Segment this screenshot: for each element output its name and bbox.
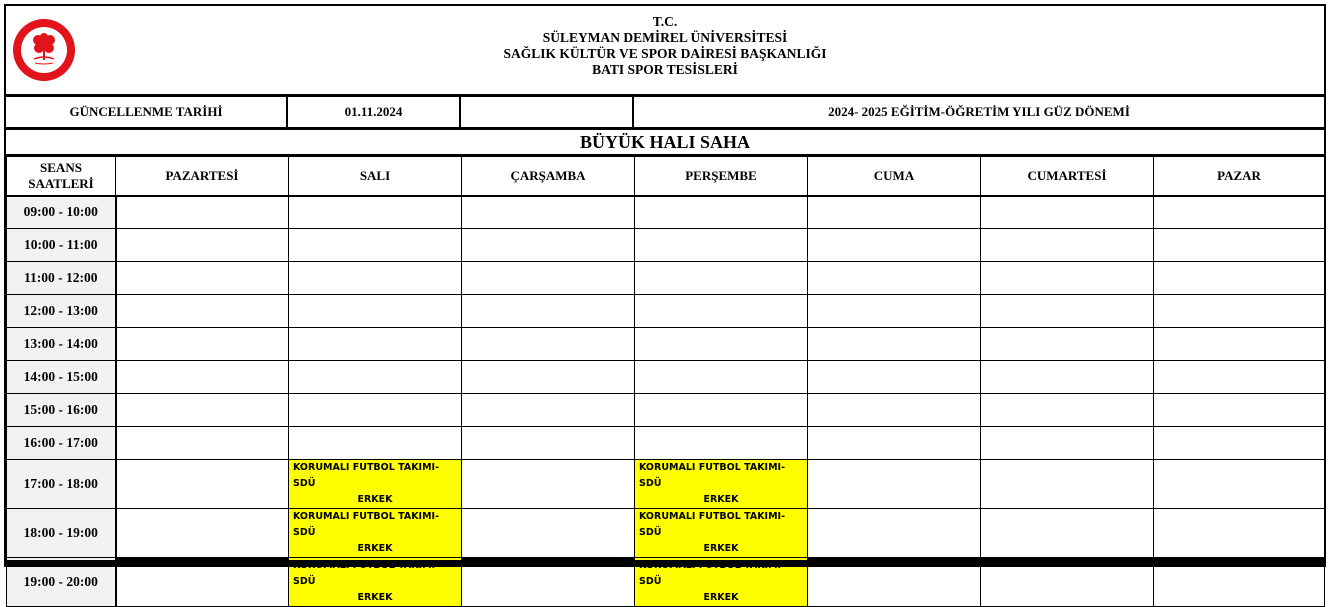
empty-slot-cell — [808, 262, 981, 295]
empty-slot-cell — [1154, 394, 1325, 427]
empty-slot-cell — [808, 427, 981, 460]
day-header-friday: CUMA — [808, 157, 981, 196]
booking-team-label: SDÜ — [293, 576, 316, 587]
time-slot-label: 14:00 - 15:00 — [7, 361, 116, 394]
empty-slot-cell — [116, 262, 289, 295]
empty-slot-cell — [808, 394, 981, 427]
empty-slot-cell — [462, 427, 635, 460]
booking-gender-label: ERKEK — [703, 494, 739, 505]
empty-slot-cell — [981, 229, 1154, 262]
empty-slot-cell — [289, 262, 462, 295]
empty-slot-cell — [116, 229, 289, 262]
time-slot-label: 11:00 - 12:00 — [7, 262, 116, 295]
empty-slot-cell — [981, 295, 1154, 328]
empty-slot-cell — [1154, 460, 1325, 509]
empty-slot-cell — [1154, 229, 1325, 262]
empty-slot-cell — [1154, 509, 1325, 558]
session-hours-header — [7, 157, 116, 196]
empty-slot-cell — [462, 328, 635, 361]
empty-slot-cell — [462, 394, 635, 427]
empty-slot-cell — [116, 295, 289, 328]
empty-slot-cell — [808, 328, 981, 361]
empty-slot-cell — [635, 196, 808, 229]
day-header-thursday: PERŞEMBE — [635, 157, 808, 196]
booking-team-label: KORUMALI FUTBOL TAKIMI-SDÜ — [293, 511, 440, 538]
empty-slot-cell — [462, 460, 635, 509]
empty-slot-cell — [289, 295, 462, 328]
empty-slot-cell — [116, 196, 289, 229]
empty-slot-cell — [289, 196, 462, 229]
empty-slot-cell — [462, 295, 635, 328]
empty-slot-cell — [116, 394, 289, 427]
empty-slot-cell — [116, 509, 289, 558]
table-row — [7, 361, 1325, 394]
empty-slot-cell — [116, 427, 289, 460]
day-header-tuesday: SALI — [289, 157, 462, 196]
table-row — [7, 328, 1325, 361]
time-slot-label: 12:00 - 13:00 — [7, 295, 116, 328]
time-slot-label: 17:00 - 18:00 — [7, 460, 116, 509]
header-line-department: SAĞLIK KÜLTÜR VE SPOR DAİRESİ BAŞKANLIĞI — [503, 46, 827, 61]
empty-slot-cell — [1154, 262, 1325, 295]
booking-team-label: SDÜ — [639, 576, 662, 587]
time-slot-label: 16:00 - 17:00 — [7, 427, 116, 460]
empty-slot-cell — [808, 295, 981, 328]
time-slot-label: 19:00 - 20:00 — [7, 558, 116, 607]
day-header-sunday: PAZAR — [1154, 157, 1325, 196]
facility-title: BÜYÜK HALI SAHA — [6, 130, 1324, 156]
booking-cell — [635, 509, 808, 558]
empty-slot-cell — [981, 509, 1154, 558]
bottom-border — [4, 560, 1326, 567]
term-label: 2024- 2025 EĞİTİM-ÖĞRETİM YILI GÜZ DÖNEMİ — [828, 104, 1130, 119]
document-header — [6, 6, 1324, 97]
empty-slot-cell — [981, 328, 1154, 361]
empty-slot-cell — [635, 262, 808, 295]
table-row — [7, 229, 1325, 262]
empty-slot-cell — [116, 361, 289, 394]
session-hours-header-line2: SAATLERİ — [28, 175, 94, 191]
update-date-label: GÜNCELLENME TARİHİ — [6, 97, 288, 127]
time-slot-label: 09:00 - 10:00 — [7, 196, 116, 229]
empty-slot-cell — [981, 394, 1154, 427]
table-row — [7, 427, 1325, 460]
table-row — [7, 460, 1325, 509]
empty-slot-cell — [1154, 295, 1325, 328]
empty-slot-cell — [462, 229, 635, 262]
booking-cell — [635, 460, 808, 509]
time-slot-label: 15:00 - 16:00 — [7, 394, 116, 427]
table-row — [7, 394, 1325, 427]
empty-slot-cell — [462, 509, 635, 558]
booking-gender-label: ERKEK — [357, 592, 393, 603]
booking-team-label: KORUMALI FUTBOL TAKIMI-SDÜ — [639, 511, 786, 538]
empty-slot-cell — [808, 509, 981, 558]
table-row — [7, 196, 1325, 229]
header-line-tc: T.C. — [652, 14, 678, 29]
empty-slot-cell — [462, 196, 635, 229]
empty-slot-cell — [289, 328, 462, 361]
empty-slot-cell — [981, 196, 1154, 229]
schedule-body — [7, 196, 1325, 607]
booking-team-label: KORUMALI FUTBOL TAKIMI-SDÜ — [639, 462, 786, 489]
empty-slot-cell — [289, 229, 462, 262]
table-header-row — [7, 157, 1325, 196]
empty-slot-cell — [1154, 196, 1325, 229]
empty-slot-cell — [635, 361, 808, 394]
booking-cell — [289, 460, 462, 509]
empty-slot-cell — [635, 394, 808, 427]
empty-slot-cell — [635, 295, 808, 328]
day-header-wednesday: ÇARŞAMBA — [462, 157, 635, 196]
empty-slot-cell — [289, 427, 462, 460]
empty-slot-cell — [808, 361, 981, 394]
update-date-value: 01.11.2024 — [288, 97, 461, 127]
booking-team-label: KORUMALI FUTBOL TAKIMI-SDÜ — [293, 462, 440, 489]
empty-slot-cell — [1154, 361, 1325, 394]
empty-slot-cell — [808, 196, 981, 229]
booking-cell — [289, 509, 462, 558]
meta-row — [6, 97, 1324, 130]
empty-slot-cell — [635, 328, 808, 361]
booking-gender-label: ERKEK — [357, 543, 393, 554]
empty-slot-cell — [116, 328, 289, 361]
table-row — [7, 295, 1325, 328]
header-line-university: SÜLEYMAN DEMİREL ÜNİVERSİTESİ — [542, 30, 788, 45]
time-slot-label: 13:00 - 14:00 — [7, 328, 116, 361]
schedule-table — [6, 156, 1325, 607]
empty-slot-cell — [1154, 328, 1325, 361]
empty-slot-cell — [808, 460, 981, 509]
empty-slot-cell — [808, 229, 981, 262]
table-row — [7, 509, 1325, 558]
booking-gender-label: ERKEK — [357, 494, 393, 505]
table-row — [7, 262, 1325, 295]
empty-slot-cell — [981, 427, 1154, 460]
empty-slot-cell — [981, 262, 1154, 295]
booking-gender-label: ERKEK — [703, 543, 739, 554]
header-line-facility: BATI SPOR TESİSLERİ — [592, 62, 738, 77]
empty-slot-cell — [1154, 427, 1325, 460]
empty-slot-cell — [981, 361, 1154, 394]
empty-slot-cell — [635, 229, 808, 262]
day-header-monday: PAZARTESİ — [116, 157, 289, 196]
meta-empty-cell — [461, 97, 634, 127]
header-title — [6, 14, 1324, 78]
session-hours-header-line1: SEANS — [40, 159, 82, 175]
time-slot-label: 10:00 - 11:00 — [7, 229, 116, 262]
empty-slot-cell — [462, 262, 635, 295]
day-header-saturday: CUMARTESİ — [981, 157, 1154, 196]
empty-slot-cell — [462, 361, 635, 394]
empty-slot-cell — [981, 460, 1154, 509]
time-slot-label: 18:00 - 19:00 — [7, 509, 116, 558]
booking-gender-label: ERKEK — [703, 592, 739, 603]
empty-slot-cell — [289, 394, 462, 427]
empty-slot-cell — [289, 361, 462, 394]
empty-slot-cell — [116, 460, 289, 509]
empty-slot-cell — [635, 427, 808, 460]
schedule-sheet — [4, 4, 1326, 603]
